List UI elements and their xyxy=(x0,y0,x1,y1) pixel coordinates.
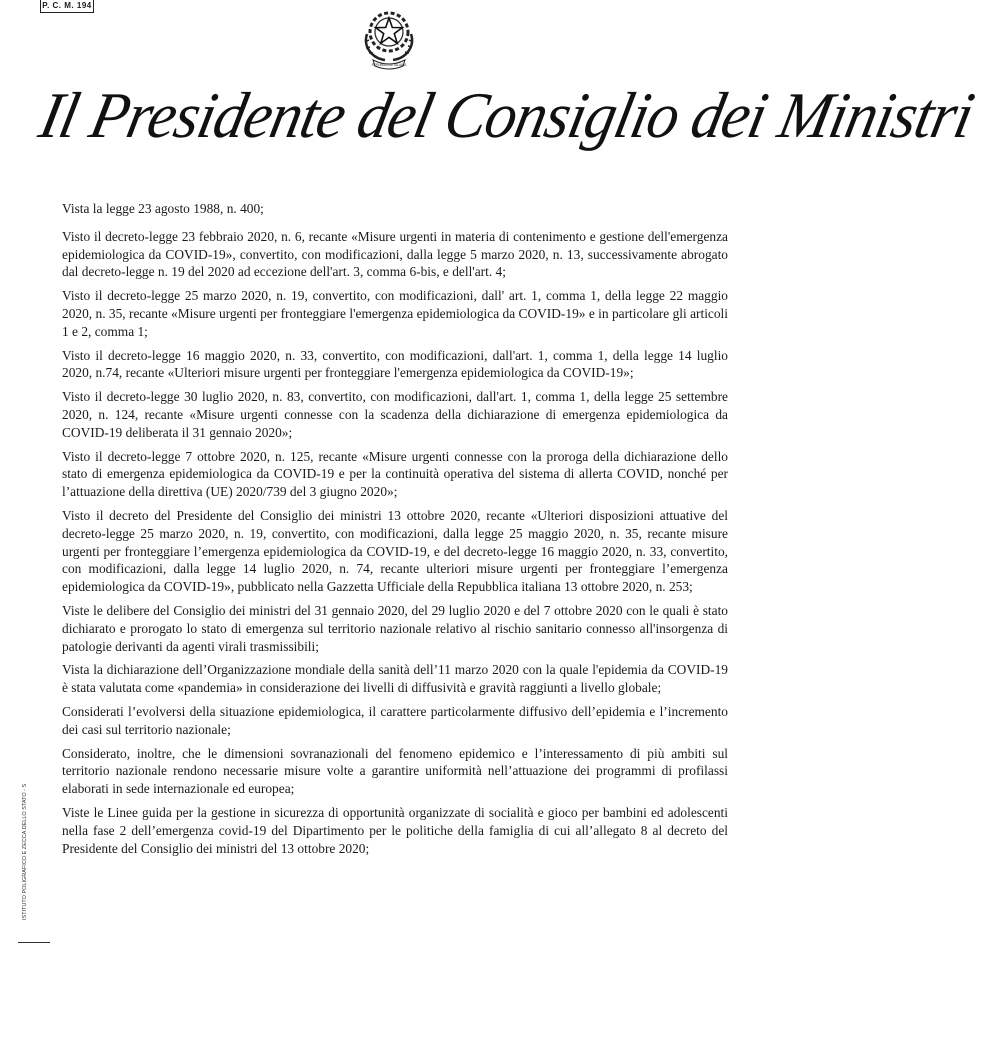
page-title: Il Presidente del Consiglio dei Ministri xyxy=(33,80,980,152)
margin-rule xyxy=(18,942,50,943)
paragraph: Visto il decreto-legge 16 maggio 2020, n. 33, convertito, con modificazioni, dall'art. 1, comma 1, della legge 14 luglio 2020, n.74, recante «Ulteriori misure urgenti per fronteggiare l'emergenza epidemiologica da COVID-19»; xyxy=(62,347,728,381)
emblem-ribbon-text: REPUBBLICA ITALIANA xyxy=(371,63,407,67)
emblem-of-italy-icon xyxy=(357,2,421,70)
printer-side-note: ISTITUTO POLIGRAFICO E ZECCA DELLO STATO - S xyxy=(22,783,28,920)
paragraph: Vista la dichiarazione dell’Organizzazione mondiale della sanità dell’11 marzo 2020 con la quale l'epidemia da COVID-19 è stata valutata come «pandemia» in considerazione dei livelli di diffusività e gravità raggiunti a livello globale; xyxy=(62,662,728,696)
paragraph: Visto il decreto-legge 7 ottobre 2020, n. 125, recante «Misure urgenti connesse con la proroga della dichiarazione dello stato di emergenza epidemiologica da COVID-19 e per la continuità operativa del sistema di allerta COVID, nonché per l’attuazione della direttiva (UE) 2020/739 del 3 giugno 2020»; xyxy=(62,448,728,500)
paragraph: Viste le delibere del Consiglio dei ministri del 31 gennaio 2020, del 29 luglio 2020 e del 7 ottobre 2020 con le quali è stato dichiarato e prorogato lo stato di emergenza sul territorio nazionale relativo al rischio sanitario connesso all'insorgenza di patologie derivanti da agenti virali trasmissibili; xyxy=(62,602,728,654)
paragraph: Visto il decreto-legge 23 febbraio 2020, n. 6, recante «Misure urgenti in materia di contenimento e gestione dell'emergenza epidemiologica da COVID-19», convertito, con modificazioni, dalla legge 5 marzo 2020, n. 13, successivamente abrogato dal decreto-legge n. 19 del 2020 ad eccezione dell'art. 3, comma 6-bis, e dell'art. 4; xyxy=(62,228,728,280)
paragraph: Vista la legge 23 agosto 1988, n. 400; xyxy=(62,201,264,216)
document-body xyxy=(62,200,728,863)
protocol-stamp: P. C. M. 194 xyxy=(40,0,94,13)
paragraph: Visto il decreto del Presidente del Consiglio dei ministri 13 ottobre 2020, recante «Ulteriori disposizioni attuative del decreto-legge 25 marzo 2020, n. 19, convertito, con modificazioni, dalla legge 25 maggio 2020, n. 35, recante misure urgenti per fronteggiare l’emergenza epidemiologica da COVID-19, e del decreto-legge 16 maggio 2020, n. 33, convertito, con modificazioni, dalla legge 14 luglio 2020, n. 74, recante ulteriori misure urgenti per fronteggiare l’emergenza epidemiologica da COVID-19», pubblicato nella Gazzetta Ufficiale della Repubblica italiana 13 ottobre 2020, n. 253; xyxy=(62,507,728,595)
paragraph: Viste le Linee guida per la gestione in sicurezza di opportunità organizzate di socialità e gioco per bambini ed adolescenti nella fase 2 dell’emergenza covid-19 del Dipartimento per le politiche della famiglia di cui all’allegato 8 al decreto del Presidente del Consiglio dei ministri del 13 ottobre 2020; xyxy=(62,804,728,856)
paragraph: Visto il decreto-legge 25 marzo 2020, n. 19, convertito, con modificazioni, dall' art. 1, comma 1, della legge 22 maggio 2020, n. 35, recante «Misure urgenti per fronteggiare l'emergenza epidemiologica da COVID-19» e in particolare gli articoli 1 e 2, comma 1; xyxy=(62,288,728,339)
paragraph: Visto il decreto-legge 30 luglio 2020, n. 83, convertito, con modificazioni, dall'art. 1, comma 1, della legge 25 settembre 2020, n. 124, recante «Misure urgenti connesse con la scadenza della dichiarazione di emergenza epidemiologica da COVID-19 deliberata il 31 gennaio 2020»; xyxy=(62,389,728,440)
paragraph: Considerati l’evolversi della situazione epidemiologica, il carattere particolarmente diffusivo dell’epidemia e l’incremento dei casi sul territorio nazionale; xyxy=(62,703,728,737)
paragraph: Considerato, inoltre, che le dimensioni sovranazionali del fenomeno epidemico e l’interessamento di più ambiti sul territorio nazionale rendono necessarie misure volte a garantire uniformità nell’attuazione dei programmi di profilassi elaborati in sede internazionale ed europea; xyxy=(62,745,728,797)
